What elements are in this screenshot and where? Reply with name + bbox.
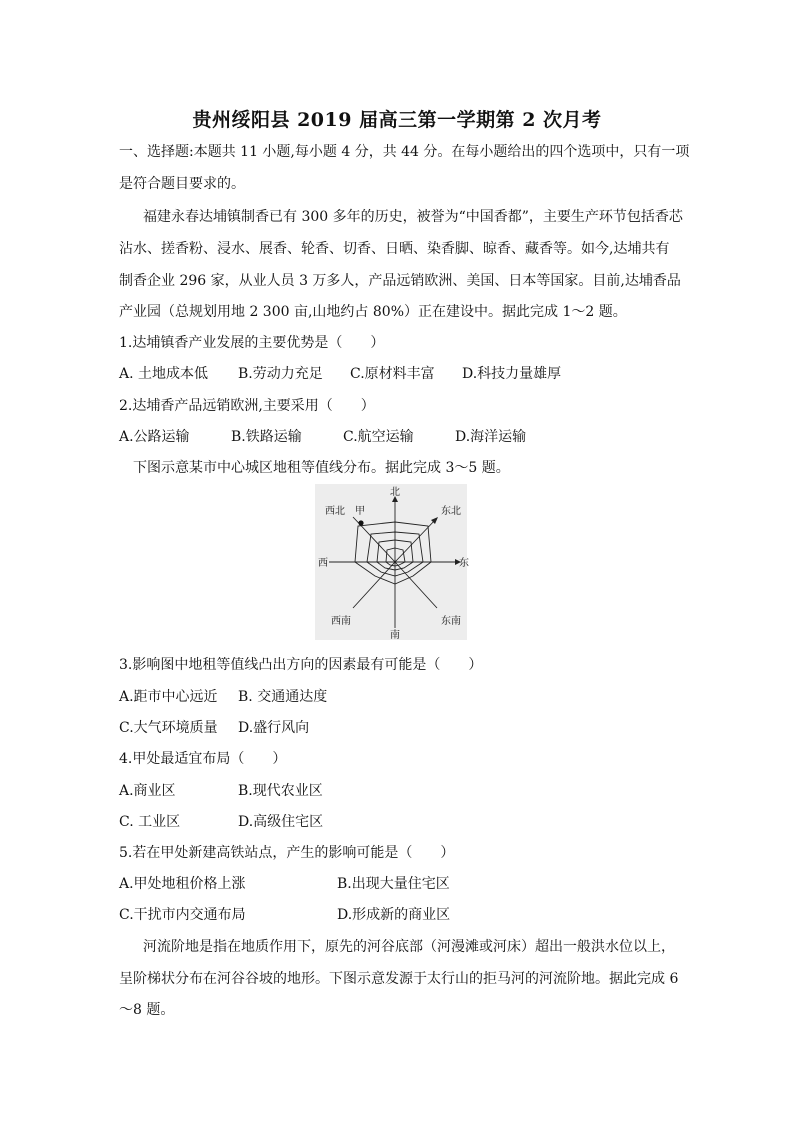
question-2-option-c: C.航空运输 xyxy=(343,429,414,445)
label-east: 东 xyxy=(459,558,469,569)
label-north: 北 xyxy=(390,487,400,498)
label-west: 西 xyxy=(318,558,328,569)
label-southwest: 西南 xyxy=(331,616,351,627)
question-1-stem: 1.达埔镇香产业发展的主要优势是（ ） xyxy=(119,335,385,351)
label-northwest: 西北 xyxy=(325,506,345,517)
passage1-line-4: 产业园（总规划用地 2 300 亩,山地约占 80%）正在建设中。据此完成 1～2 题。 xyxy=(119,304,627,320)
question-3-option-d: D.盛行风向 xyxy=(238,720,310,736)
question-2-option-d: D.海洋运输 xyxy=(455,429,527,445)
question-4-stem: 4.甲处最适宜布局（ ） xyxy=(119,751,287,767)
question-2-stem: 2.达埔香产品远销欧洲,主要采用（ ） xyxy=(119,398,375,414)
question-4-option-c: C. 工业区 xyxy=(119,814,181,830)
question-4-option-a: A.商业区 xyxy=(119,783,176,799)
passage2-line-3: ～8 题。 xyxy=(119,1002,175,1018)
section-heading-line-2: 是符合题目要求的。 xyxy=(119,176,245,192)
question-2-option-b: B.铁路运输 xyxy=(231,429,302,445)
rent-contour-diagram xyxy=(315,484,467,640)
question-3-option-c: C.大气环境质量 xyxy=(119,720,218,736)
question-4-option-d: D.高级住宅区 xyxy=(238,814,324,830)
question-1-option-a: A. 土地成本低 xyxy=(119,366,209,382)
rent-contour-figure xyxy=(315,484,467,640)
question-3-option-b: B. 交通通达度 xyxy=(238,689,328,705)
question-5-stem: 5.若在甲处新建高铁站点，产生的影响可能是（ ） xyxy=(119,845,455,861)
question-1-option-d: D.科技力量雄厚 xyxy=(462,366,562,382)
label-south: 南 xyxy=(390,630,400,641)
question-3-option-a: A.距市中心远近 xyxy=(119,689,218,705)
question-5-option-c: C.干扰市内交通布局 xyxy=(119,907,246,923)
question-3-stem: 3.影响图中地租等值线凸出方向的因素最有可能是（ ） xyxy=(119,657,483,673)
question-1-option-c: C.原材料丰富 xyxy=(350,366,435,382)
label-southeast: 东南 xyxy=(441,616,461,627)
passage2-line-2: 呈阶梯状分布在河谷谷坡的地形。下图示意发源于太行山的拒马河的河流阶地。据此完成 6 xyxy=(119,971,679,987)
passage1-line-2: 沾水、搓香粉、浸水、展香、轮香、切香、日晒、染香脚、晾香、藏香等。如今,达埔共有 xyxy=(119,241,670,257)
question-5-option-a: A.甲处地租价格上涨 xyxy=(119,876,246,892)
label-point-jia: 甲 xyxy=(355,506,365,517)
figure-intro: 下图示意某市中心城区地租等值线分布。据此完成 3～5 题。 xyxy=(133,460,510,476)
question-5-option-d: D.形成新的商业区 xyxy=(337,907,451,923)
section-heading-line-1: 一、选择题:本题共 11 小题,每小题 4 分，共 44 分。在每小题给出的四个选项中，只有一项 xyxy=(119,144,690,160)
label-northeast: 东北 xyxy=(441,506,461,517)
point-jia-marker xyxy=(358,520,363,525)
question-2-option-a: A.公路运输 xyxy=(119,429,190,445)
passage1-line-1: 福建永春达埔镇制香已有 300 多年的历史，被誉为“中国香都”，主要生产环节包括香芯 xyxy=(143,209,683,225)
question-1-option-b: B.劳动力充足 xyxy=(238,366,323,382)
page-title: 贵州绥阳县 2019 届高三第一学期第 2 次月考 xyxy=(192,109,602,131)
passage1-line-3: 制香企业 296 家，从业人员 3 万多人，产品远销欧洲、美国、日本等国家。目前,达埔香品 xyxy=(119,273,681,289)
passage2-line-1: 河流阶地是指在地质作用下，原先的河谷底部（河漫滩或河床）超出一般洪水位以上， xyxy=(143,939,675,955)
compass-axes xyxy=(329,498,459,628)
question-4-option-b: B.现代农业区 xyxy=(238,783,323,799)
question-5-option-b: B.出现大量住宅区 xyxy=(337,876,450,892)
contour-line-inner xyxy=(386,548,405,566)
